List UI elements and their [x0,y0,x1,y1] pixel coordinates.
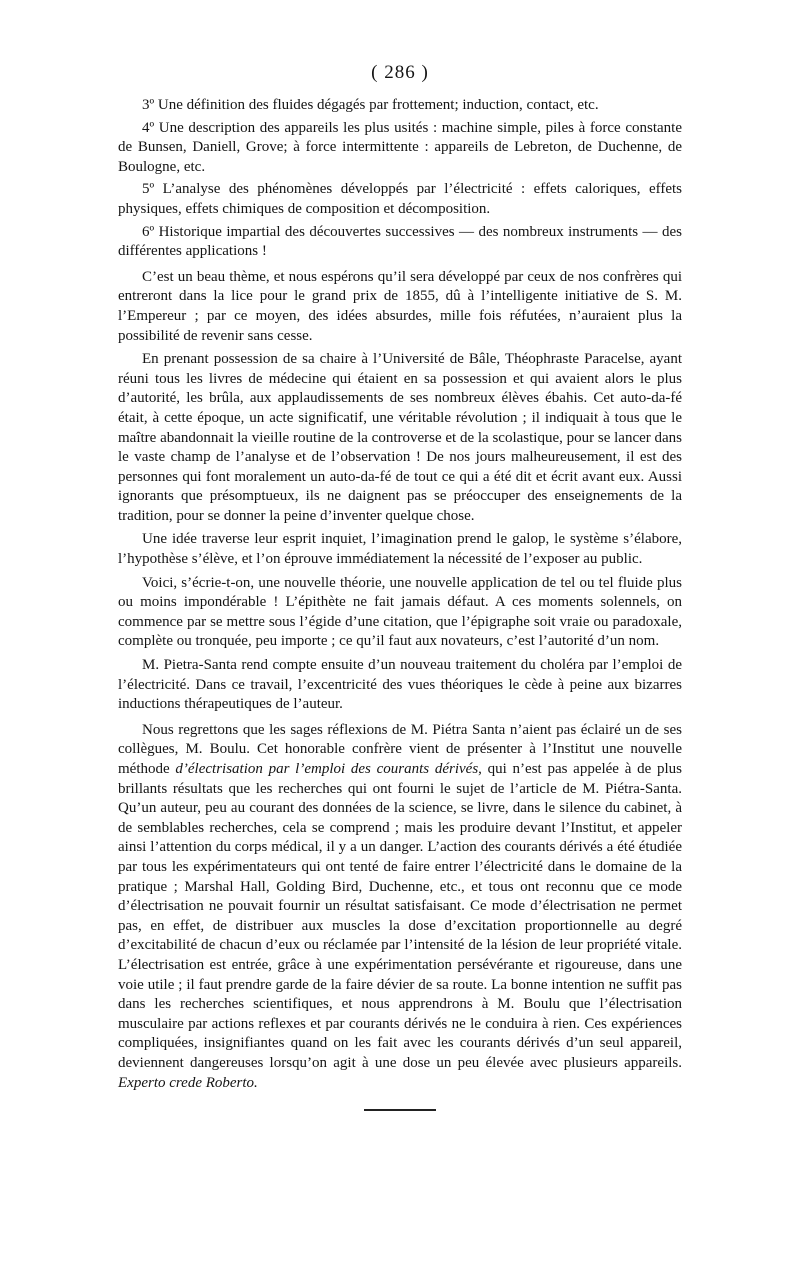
paragraph-theme: C’est un beau thème, et nous espérons qu’il sera développé par ceux de nos confrères qui entreront dans la lice pour le grand prix de 1855, dû à l’intelligente initiative de S. M. l’Empereur ; par ce moyen, des idées absurdes, mille fois réfutées, n’auraient plus la possibilité de revenir sans cesse. [118,268,682,344]
paragraph-pietra-santa: M. Pietra-Santa rend compte ensuite d’un nouveau traitement du choléra par l’emploi de l’électricité. Dans ce travail, l’excentricité des vues théoriques le cède à peine aux bizarres inductions thérapeutiques de l’auteur. [118,657,682,713]
paragraph-boulu-italic-motto: Experto crede Roberto. [118,1074,258,1091]
paragraph-boulu [118,721,682,1093]
closing-rule [364,1109,436,1111]
paragraph-paracelse: En prenant possession de sa chaire à l’Université de Bâle, Théophraste Paracelse, ayant réuni tous les livres de médecine qui étaient en sa possession et qui avaient alors le plus d’autorité, les brûla, aux applaudissements de ses nombreux élèves ébahis. Cet auto-da-fé était, à cette époque, un acte significatif, une véritable révolution ; il indiquait à tous que le maître abandonnait la vieille routine de la controverse et de la scolastique, pour se lancer dans le vaste champ de l’analyse et de l’observation ! De nos jours malheureusement, il est des personnes qui font moralement un auto-da-fé de tout ce qui a été dit et écrit avant eux. Aussi ignorants que présomptueux, ils ne daignent pas se préoccuper des enseignements de la tradition, pour se donner la peine d’inventer quelque chose. [118,351,682,524]
paragraph-analysis: 5º L’analyse des phénomènes développés par l’électricité : effets caloriques, effets physiques, effets chimiques de composition et décomposition. [118,181,682,217]
paragraph-definition: 3º Une définition des fluides dégagés par frottement; induction, contact, etc. [142,97,599,113]
paragraph-theory: Voici, s’écrie-t-on, une nouvelle théorie, une nouvelle application de tel ou tel fluide plus ou moins impondérable ! L’épithète ne fait jamais défaut. A ces moments solennels, on commence par se mettre sous l’égide d’une citation, que l’épigraphe soit vraie ou paradoxale, complète ou tronquée, peu importe ; ce qu’il faut aux novateurs, c’est l’autorité d’un nom. [118,574,682,650]
paragraph-description: 4º Une description des appareils les plus usités : machine simple, piles à force constante de Bunsen, Daniell, Grove; à force intermittente : appareils de Lebreton, de Duchenne, de Boulogne, etc. [118,119,682,175]
paragraph-boulu-part-a: Nous regrettons que les sages réflexions de M. Piétra Santa n’aient pas éclairé un de ses collègues, M. Boulu. Cet honorable confrère vient de présenter à l’Institut une nouvelle méthode [118,721,682,777]
page-number: ( 286 ) [371,62,429,83]
paragraph-boulu-part-b: , qui n’est pas appelée à de plus brillants résultats que les recherches qui ont fourni le sujet de l’article de M. Piétra-Santa. Qu’un auteur, peu au courant des données de la science, se livre, dans le silence du cabinet, à de semblables recherches, cela se comprend ; mais les produire devant l’Institut, et appeler ainsi l’attention du corps médical, il y a un danger. L’action des courants dérivés a été étudiée par tous les expérimentateurs qui ont tenté de faire entrer l’électricité dans le domaine de la pratique ; Marshal Hall, Golding Bird, Duchenne, etc., et tous ont reconnu que ce mode d’électrisation ne pouvait fournir un résultat satisfaisant. Ce mode d’électrisation ne permet pas, en effet, de distribuer aux muscles la dose d’excitation proportionnelle au degré d’excitabilité de chacun d’eux ou réclamée par l’intensité de la lésion de leur propriété vitale. L’électrisation est entrée, grâce à une expérimentation persévérante et rigoureuse, dans une voie utile ; il faut prendre garde de la faire dévier de sa route. La bonne intention ne suffit pas dans les recherches scientifiques, et nous apprendrons à M. Boulu que l’électrisation musculaire par actions reflexes et par courants dérivés ne le conduira à rien. Ces expériences compliquées, insignifiantes quand on les fait avec les courants dérivés d’un seul appareil, deviennent dangereuses lorsqu’on agit à une dose un peu élevée avec plusieurs appareils. [118,761,682,1071]
paragraph-boulu-italic-method: d’électrisation par l’emploi des courants dérivés [175,761,479,777]
paragraph-idea: Une idée traverse leur esprit inquiet, l’imagination prend le galop, le système s’élabore, l’hypothèse s’élève, et l’on éprouve immédiatement la nécessité de l’exposer au public. [118,531,682,568]
paragraph-history: 6º Historique impartial des découvertes successives — des nombreux instruments — des différentes applications ! [118,223,682,260]
